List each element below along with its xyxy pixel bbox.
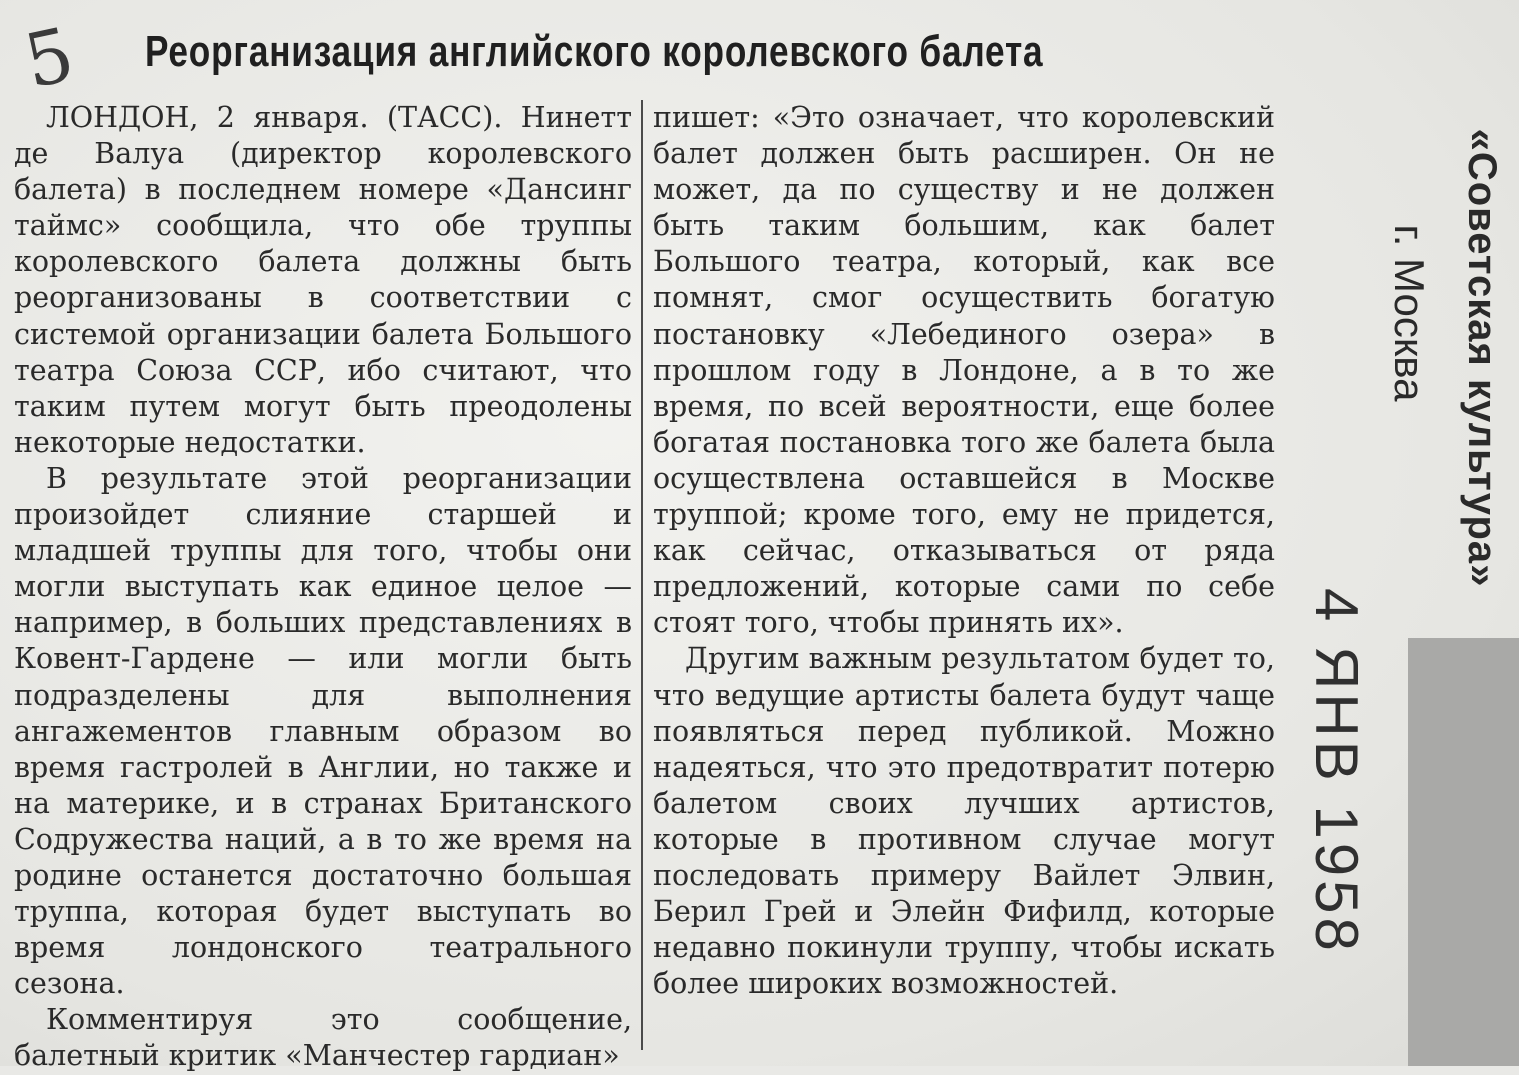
date-stamp — [1300, 588, 1372, 1008]
paragraph: ЛОНДОН, 2 января. (ТАСС). Нинетт де Валуа (директор королевского балета) в последнем номере «Дансинг таймс» сообщила, что обе труппы королевского балета должны быть реорганизованы в соответствии с системой организации балета Большого театра Союза ССР, ибо считают, что таким путем могут быть преодолены некоторые недостатки. — [14, 101, 632, 459]
article-headline: Реорганизация английского королевского балета — [145, 27, 1044, 76]
paragraph: В результате этой реорганизации произойдет слияние старшей и младшей труппы для того, чтобы они могли выступать как единое целое — например, в больших представлениях в Ковент-Гардене — или могли быть подразделены для выполнения ангажементов главным образом во время гастролей в Англии, но также и на материке, и в странах Британского Содружества наций, а в то же время на родине останется достаточно большая труппа, которая будет выступать во время лондонского театрального сезона. — [14, 461, 632, 1001]
city-stamp — [1383, 188, 1435, 438]
scan-background-patch — [1408, 638, 1519, 1066]
paragraph: Другим важным результатом будет то, что ведущие артисты балета будут чаще появляться перед публикой. Можно надеяться, что это предотвратит потерю балетом своих лучших артистов, которые в противном случае могут последовать примеру Вайлет Элвин, Берил Грей и Элейн Фифилд, которые недавно покинули труппу, чтобы искать более широких возможностей. — [653, 642, 1275, 1001]
article-column-right — [653, 100, 1275, 1002]
newspaper-name-stamp — [1452, 78, 1512, 638]
handwritten-number: 5 — [17, 11, 82, 106]
city-name: г. Москва — [1386, 224, 1433, 402]
column-divider — [641, 100, 643, 1050]
article-column-left — [14, 100, 632, 1075]
paragraph: пишет: «Это означает, что королевский балет должен быть расширен. Он не может, да по существу и не должен быть таким большим, как балет Большого театра, который, как все помнят, смог осуществить богатую постановку «Лебединого озера» в прошлом году в Лондоне, а в то же время, по всей вероятности, еще более богатая постановка того же балета была осуществлена оставшейся в Москве труппой; кроме того, ему не придется, как сейчас, отказываться от ряда предложений, которые сами по себе стоят того, чтобы принять их». — [653, 101, 1275, 640]
newspaper-name: «Советская культура» — [1460, 128, 1504, 588]
paragraph: Комментируя это сообщение, балетный критик «Манчестер гардиан» — [14, 1003, 632, 1073]
stamp-date-text: 4 ЯНВ 1958 — [1303, 588, 1370, 955]
